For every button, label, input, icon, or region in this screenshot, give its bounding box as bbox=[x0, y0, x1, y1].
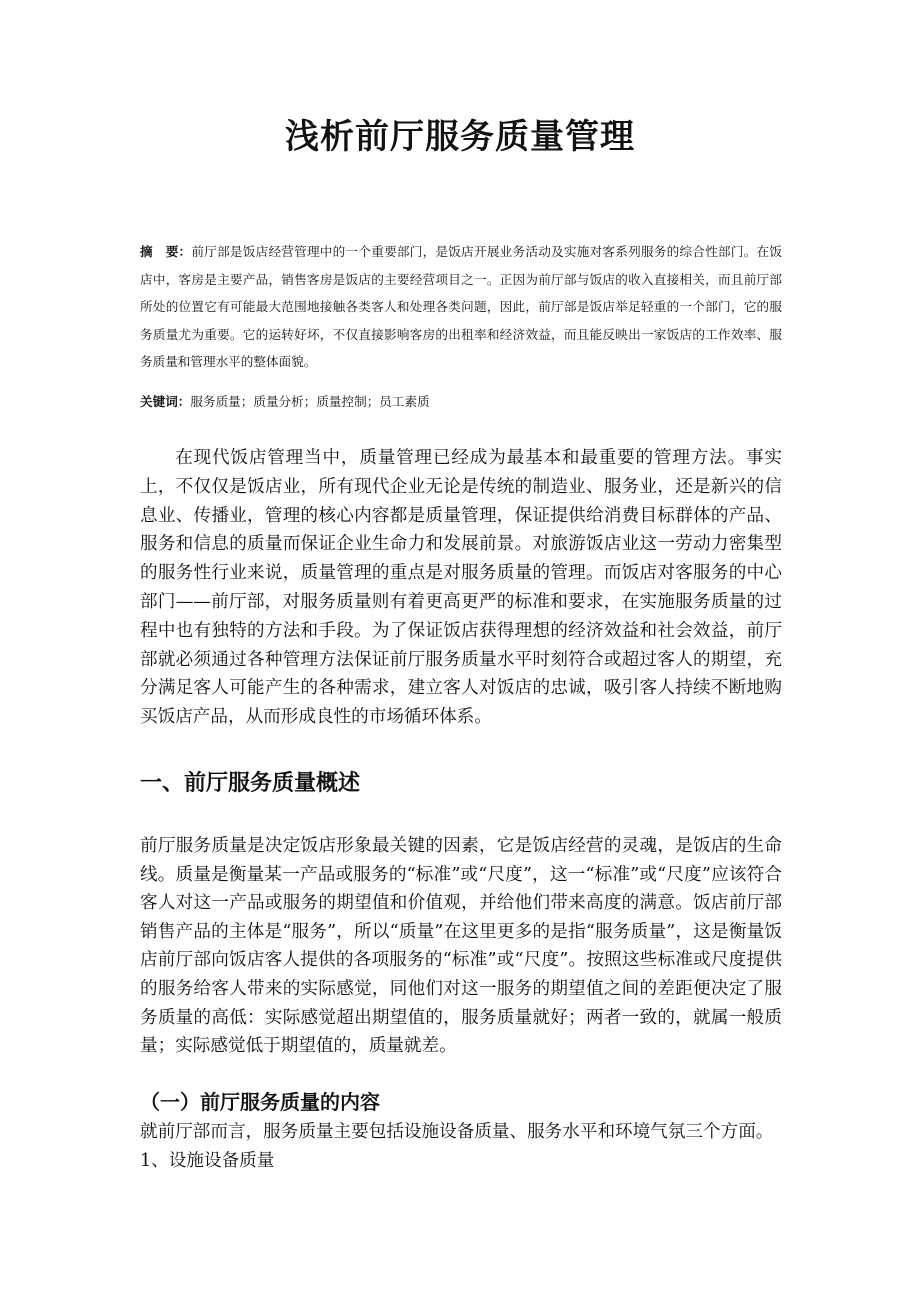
abstract-text: 前厅部是饭店经营管理中的一个重要部门，是饭店开展业务活动及实施对客系列服务的综合性部门。在饭店中，客房是主要产品，销售客房是饭店的主要经营项目之一。正因为前厅部与饭店的收入直接相关，而且前厅部所处的位置它有可能最大范围地接触各类客人和处理各类问题，因此，前厅部是饭店举足轻重的一个部门，它的服务质量尤为重要。它的运转好坏，不仅直接影响客房的出租率和经济效益，而且能反映出一家饭店的工作效率、服务质量和管理水平的整体面貌。 bbox=[140, 244, 783, 369]
section-1-paragraph: 前厅服务质量是决定饭店形象最关键的因素，它是饭店经营的灵魂，是饭店的生命线。质量是衡量某一产品或服务的“标准”或“尺度”，这一“标准”或“尺度”应该符合客人对这一产品或服务的期望值和价值观，并给他们带来高度的满意。饭店前厅部销售产品的主体是“服务”，所以“质量”在这里更多的是指“服务质量”，这是衡量饭店前厅部向饭店客人提供的各项服务的“标准”或“尺度”。按照这些标准或尺度提供的服务给客人带来的实际感觉，同他们对这一服务的期望值之间的差距便决定了服务质量的高低：实际感觉超出期望值的，服务质量就好；两者一致的，就属一般质量；实际感觉低于期望值的，质量就差。 bbox=[140, 836, 782, 1057]
section-1-heading: 一、前厅服务质量概述 bbox=[140, 771, 361, 796]
document-title: 浅析前厅服务质量管理 bbox=[285, 117, 635, 157]
list-item-facilities: 1、设施设备质量 bbox=[140, 1151, 275, 1171]
subsection-1-paragraph: 就前厅部而言，服务质量主要包括设施设备质量、服务水平和环境气氛三个方面。 bbox=[140, 1122, 774, 1142]
subsection-1-heading: （一）前厅服务质量的内容 bbox=[140, 1090, 380, 1114]
keywords bbox=[140, 388, 782, 416]
intro-paragraph: 在现代饭店管理当中，质量管理已经成为最基本和最重要的管理方法。事实上，不仅仅是饭店业，所有现代企业无论是传统的制造业、服务业，还是新兴的信息业、传播业，管理的核心内容都是质量管理，保证提供给消费目标群体的产品、服务和信息的质量而保证企业生命力和发展前景。对旅游饭店业这一劳动力密集型的服务性行业来说，质量管理的重点是对服务质量的管理。而饭店对客服务的中心部门——前厅部，对服务质量则有着更高更严的标准和要求，在实施服务质量的过程中也有独特的方法和手段。为了保证饭店获得理想的经济效益和社会效益，前厅部就必须通过各种管理方法保证前厅服务质量水平时刻符合或超过客人的期望，充分满足客人可能产生的各种需求，建立客人对饭店的忠诚，吸引客人持续不断地购买饭店产品，从而形成良性的市场循环体系。 bbox=[140, 448, 782, 728]
abstract-label: 摘 要： bbox=[140, 244, 192, 259]
abstract bbox=[140, 238, 782, 376]
keywords-text: 服务质量；质量分析；质量控制；员工素质 bbox=[190, 394, 430, 409]
keywords-label: 关键词： bbox=[140, 394, 191, 409]
